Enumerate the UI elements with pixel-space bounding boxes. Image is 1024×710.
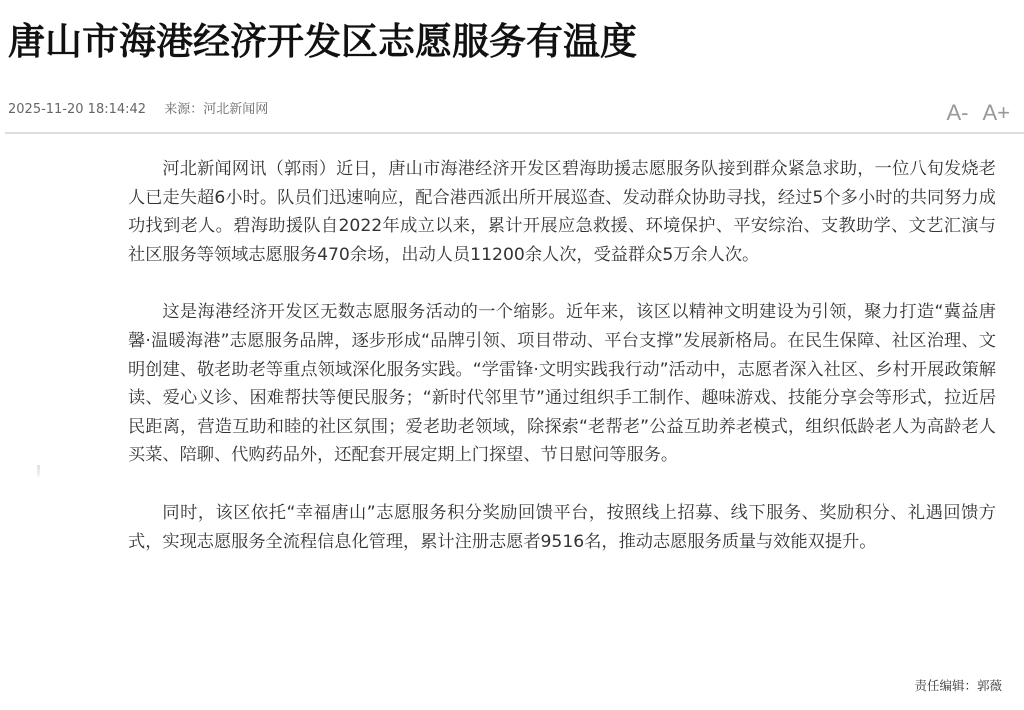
source-name: 河北新闻网 xyxy=(203,102,269,117)
article-title: 唐山市海港经济开发区志愿服务有温度 xyxy=(8,20,637,63)
font-decrease-button[interactable]: A- xyxy=(946,100,969,125)
publish-datetime: 2025-11-20 18:14:42 xyxy=(8,102,147,117)
article-paragraph: 这是海港经济开发区无数志愿服务活动的一个缩影。近年来，该区以精神文明建设为引领，聚力打造“冀益唐馨·温暖海港”志愿服务品牌，逐步形成“品牌引领、项目带动、平台支撑”发展新格局。在民生保障、社区治理、文明创建、敬老助老等重点领域深化服务实践。“学雷锋·文明实践我行动”活动中，志愿者深入社区、乡村开展政策解读、爱心义诊、困难帮扶等便民服务；“新时代邻里节”通过组织手工制作、趣味游戏、技能分享会等形式，拉近居民距离，营造互助和睦的社区氛围；爱老助老领域，除探索“老帮老”公益互助养老模式，组织低龄老人为高龄老人买菜、陪聊、代购药品外，还配套开展定期上门探望、节日慰问等服务。 xyxy=(128,302,996,466)
article-paragraph: 河北新闻网讯（郭雨）近日，唐山市海港经济开发区碧海助援志愿服务队接到群众紧急求助，一位八旬发烧老人已走失超6小时。队员们迅速响应，配合港西派出所开展巡查、发动群众协助寻找，经过5个多小时的共同努力成功找到老人。碧海助援队自2022年成立以来，累计开展应急救援、环境保护、平安综治、支教助学、文艺汇演与社区服务等领域志愿服务470余场，出动人员11200余人次，受益群众5万余人次。 xyxy=(128,159,996,265)
font-size-controls xyxy=(946,98,1010,128)
responsible-editor: 责任编辑：郭薇 xyxy=(914,678,1002,693)
font-increase-button[interactable]: A+ xyxy=(982,100,1010,125)
decorative-mark xyxy=(37,465,40,477)
header-divider xyxy=(5,132,1024,134)
source-label: 来源： xyxy=(164,102,204,117)
article-body xyxy=(128,155,996,585)
article-meta xyxy=(8,100,268,120)
article-paragraph: 同时，该区依托“幸福唐山”志愿服务积分奖励回馈平台，按照线上招募、线下服务、奖励积分、礼遇回馈方式，实现志愿服务全流程信息化管理，累计注册志愿者9516名，推动志愿服务质量与效能双提升。 xyxy=(128,502,996,552)
